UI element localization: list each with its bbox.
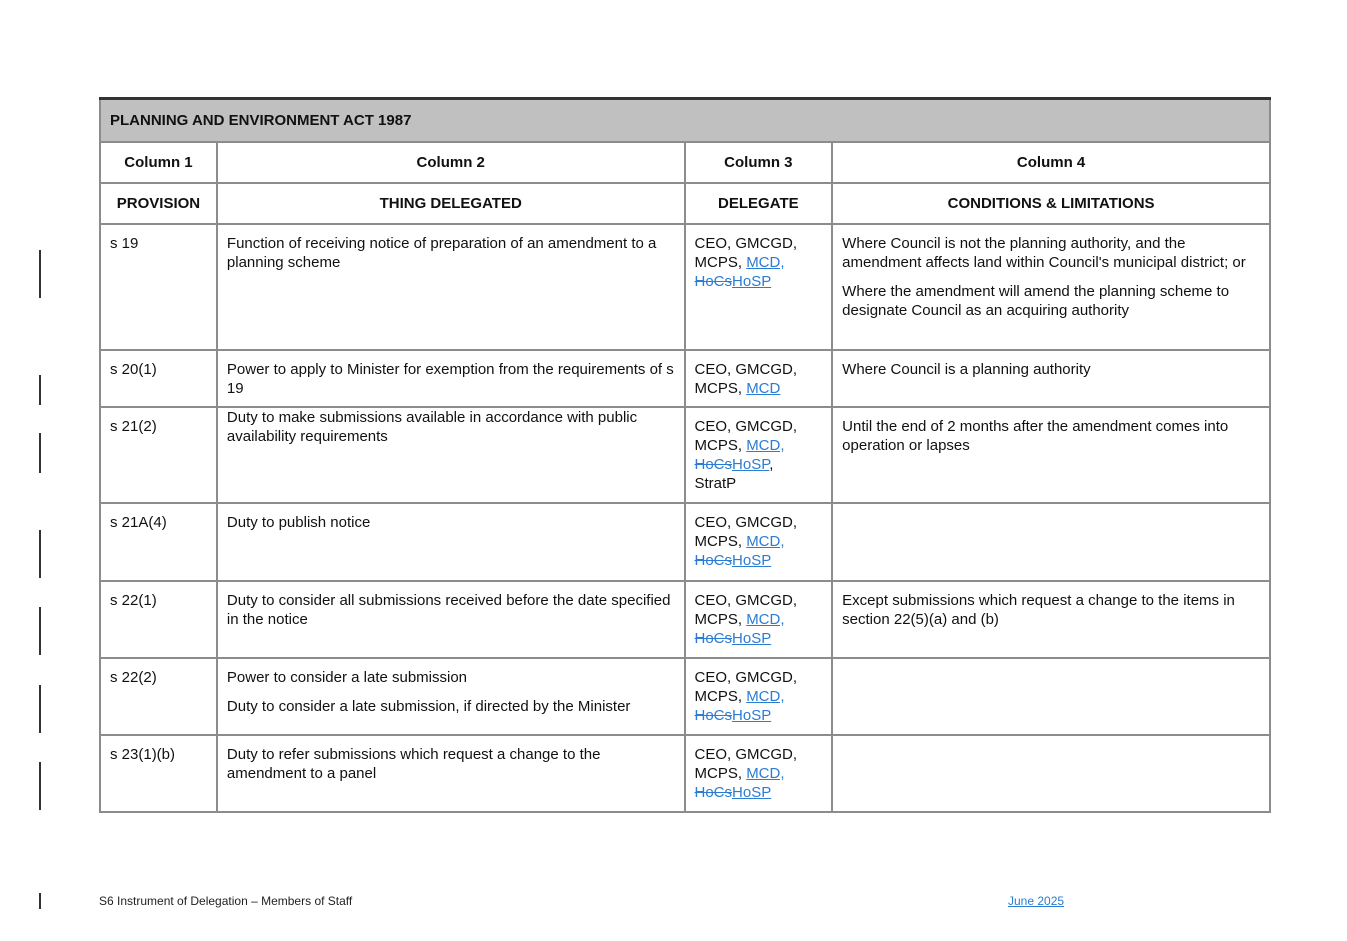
- conditions-cell: [832, 224, 1270, 350]
- delegate-link-mcd[interactable]: MCD,: [746, 611, 785, 628]
- delegate-deleted-text: HoCs: [694, 784, 733, 801]
- change-bar: [39, 375, 41, 405]
- change-bar: [39, 685, 41, 733]
- table-title: PLANNING AND ENVIRONMENT ACT 1987: [100, 99, 1270, 143]
- delegate-extra: StratP: [694, 475, 737, 492]
- table-row: [100, 658, 1270, 735]
- provision-cell: s 22(1): [100, 581, 217, 658]
- delegate-text: CEO, GMCGD, MCPS,: [694, 514, 798, 550]
- table-row: [100, 735, 1270, 812]
- delegate-text: CEO, GMCGD, MCPS,: [694, 592, 798, 628]
- header-thing-delegated: THING DELEGATED: [217, 183, 685, 224]
- delegate-cell: [685, 407, 833, 503]
- conditions-cell: [832, 350, 1270, 407]
- condition-text: Where Council is a planning authority: [842, 361, 1091, 378]
- delegate-text: CEO, GMCGD, MCPS,: [694, 418, 798, 454]
- column-label: Column 3: [685, 142, 833, 183]
- conditions-cell: [832, 503, 1270, 581]
- delegate-link-inserted[interactable]: HoSP: [732, 273, 772, 290]
- thing-delegated-text: Duty to publish notice: [226, 514, 371, 531]
- provision-cell: s 19: [100, 224, 217, 350]
- thing-delegated-text: Power to consider a late submission: [226, 669, 468, 686]
- column-label-row: [100, 142, 1270, 183]
- thing-delegated-text: Function of receiving notice of preparation of an amendment to a planning scheme: [226, 235, 657, 271]
- delegate-link-inserted[interactable]: HoSP: [732, 552, 772, 569]
- change-bar: [39, 433, 41, 473]
- delegate-text: CEO, GMCGD, MCPS,: [694, 235, 798, 271]
- condition-text: Where the amendment will amend the planning scheme to designate Council as an acquiring authority: [842, 283, 1230, 319]
- delegate-cell: [685, 350, 833, 407]
- delegate-cell: [685, 658, 833, 735]
- thing-delegated-text: Duty to consider all submissions received before the date specified in the notice: [226, 592, 671, 628]
- thing-delegated-text: Duty to make submissions available in accordance with public availability requirements: [226, 409, 638, 445]
- header-row: [100, 183, 1270, 224]
- delegate-deleted-text: HoCs: [694, 456, 733, 473]
- column-label: Column 1: [100, 142, 217, 183]
- provision-cell: s 22(2): [100, 658, 217, 735]
- thing-delegated-cell: [217, 224, 685, 350]
- footer-date-link[interactable]: June 2025: [1008, 894, 1065, 908]
- table-row: [100, 224, 1270, 350]
- condition-text: Where Council is not the planning authority, and the amendment affects land within Council's municipal district; or: [842, 235, 1246, 271]
- column-label: Column 2: [217, 142, 685, 183]
- header-conditions: CONDITIONS & LIMITATIONS: [832, 183, 1270, 224]
- delegate-link-mcd[interactable]: MCD,: [746, 533, 785, 550]
- conditions-cell: [832, 581, 1270, 658]
- thing-delegated-cell: [217, 503, 685, 581]
- table-title-row: [100, 99, 1270, 143]
- change-bar: [39, 250, 41, 298]
- thing-delegated-text: Duty to consider a late submission, if directed by the Minister: [226, 698, 631, 715]
- footer-document-title: S6 Instrument of Delegation – Members of Staff: [99, 894, 353, 908]
- delegate-suffix: ,: [769, 456, 774, 473]
- delegate-text: CEO, GMCGD, MCPS,: [694, 746, 798, 782]
- thing-delegated-cell: [217, 581, 685, 658]
- provision-cell: s 23(1)(b): [100, 735, 217, 812]
- delegate-link-mcd[interactable]: MCD,: [746, 437, 785, 454]
- delegate-text: CEO, GMCGD, MCPS,: [694, 669, 798, 705]
- condition-text: Except submissions which request a change to the items in section 22(5)(a) and (b): [842, 592, 1235, 628]
- change-bar: [39, 893, 41, 909]
- provision-cell: s 21A(4): [100, 503, 217, 581]
- conditions-cell: [832, 407, 1270, 503]
- delegate-deleted-text: HoCs: [694, 630, 733, 647]
- delegate-cell: [685, 224, 833, 350]
- delegate-link-inserted[interactable]: HoSP: [732, 630, 772, 647]
- delegate-cell: [685, 581, 833, 658]
- thing-delegated-cell: [217, 407, 685, 503]
- delegate-link-mcd[interactable]: MCD,: [746, 765, 785, 782]
- thing-delegated-cell: [217, 350, 685, 407]
- table-row: [100, 581, 1270, 658]
- thing-delegated-cell: [217, 658, 685, 735]
- delegate-text: CEO, GMCGD, MCPS,: [694, 361, 798, 397]
- table-row: [100, 503, 1270, 581]
- table-row: [100, 350, 1270, 407]
- delegate-link-mcd[interactable]: MCD,: [746, 688, 785, 705]
- provision-cell: s 21(2): [100, 407, 217, 503]
- conditions-cell: [832, 658, 1270, 735]
- change-bar: [39, 607, 41, 655]
- provision-cell: s 20(1): [100, 350, 217, 407]
- change-bar: [39, 762, 41, 810]
- thing-delegated-text: Duty to refer submissions which request a change to the amendment to a panel: [226, 746, 601, 782]
- conditions-cell: [832, 735, 1270, 812]
- delegate-cell: [685, 735, 833, 812]
- delegate-link-mcd[interactable]: MCD: [746, 380, 781, 397]
- header-delegate: DELEGATE: [685, 183, 833, 224]
- header-provision: PROVISION: [100, 183, 217, 224]
- delegate-cell: [685, 503, 833, 581]
- delegate-link-mcd[interactable]: MCD,: [746, 254, 785, 271]
- delegate-link-inserted[interactable]: HoSP: [732, 707, 772, 724]
- delegate-deleted-text: HoCs: [694, 552, 733, 569]
- delegate-deleted-text: HoCs: [694, 707, 733, 724]
- table-row: [100, 407, 1270, 503]
- condition-text: Until the end of 2 months after the amendment comes into operation or lapses: [842, 418, 1229, 454]
- thing-delegated-cell: [217, 735, 685, 812]
- thing-delegated-text: Power to apply to Minister for exemption from the requirements of s 19: [226, 361, 674, 397]
- delegate-link-inserted[interactable]: HoSP: [732, 784, 772, 801]
- delegate-deleted-text: HoCs: [694, 273, 733, 290]
- column-label: Column 4: [832, 142, 1270, 183]
- change-bar: [39, 530, 41, 578]
- delegate-link-inserted[interactable]: HoSP: [732, 456, 770, 473]
- delegation-table: [99, 97, 1271, 813]
